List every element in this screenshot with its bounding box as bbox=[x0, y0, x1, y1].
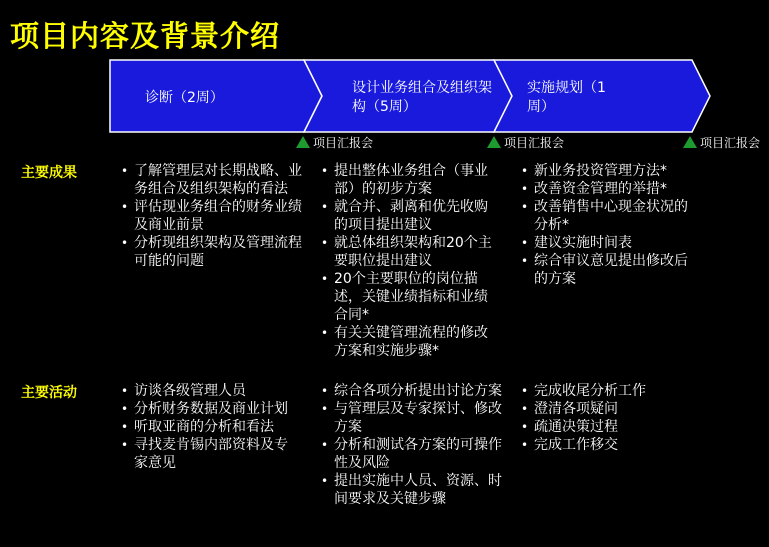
activities-column-3 bbox=[521, 382, 696, 454]
bullet-item: • 就总体组织架构和20个主要职位提出建议 bbox=[321, 234, 499, 270]
milestone-2: 项目汇报会 bbox=[487, 134, 564, 151]
bullet-item: • 提出实施中人员、资源、时间要求及关键步骤 bbox=[321, 472, 503, 508]
bullet-item: • 20个主要职位的岗位描述，关键业绩指标和业绩合同* bbox=[321, 270, 499, 324]
bullet-item: • 与管理层及专家探讨、修改方案 bbox=[321, 400, 503, 436]
bullet-item: • 寻找麦肯锡内部资料及专家意见 bbox=[121, 436, 301, 472]
bullet-item: • 改善销售中心现金状况的分析* bbox=[521, 198, 696, 234]
page-title: 项目内容及背景介绍 bbox=[10, 19, 281, 53]
bullet-item: • 访谈各级管理人员 bbox=[121, 382, 301, 400]
bullet-item: • 完成工作移交 bbox=[521, 436, 696, 454]
results-column-2 bbox=[321, 162, 499, 360]
bullet-item: • 就合并、剥离和优先收购的项目提出建议 bbox=[321, 198, 499, 234]
phase-arrow-bar bbox=[0, 0, 769, 140]
bullet-item: • 听取亚商的分析和看法 bbox=[121, 418, 301, 436]
row-label-results: 主要成果 bbox=[21, 165, 77, 181]
bullet-item: • 分析现组织架构及管理流程可能的问题 bbox=[121, 234, 303, 270]
bullet-item: • 改善资金管理的举措* bbox=[521, 180, 696, 198]
bullet-item: • 分析财务数据及商业计划 bbox=[121, 400, 301, 418]
bullet-item: • 建议实施时间表 bbox=[521, 234, 696, 252]
bullet-item: • 综合审议意见提出修改后的方案 bbox=[521, 252, 696, 288]
phase-label-diagnosis: 诊断（2周） bbox=[145, 90, 224, 106]
bullet-item: • 新业务投资管理方法* bbox=[521, 162, 696, 180]
bullet-item: • 提出整体业务组合（事业部）的初步方案 bbox=[321, 162, 499, 198]
milestone-3: 项目汇报会 bbox=[683, 134, 760, 151]
milestone-triangle-icon bbox=[683, 136, 697, 148]
bullet-item: • 评估现业务组合的财务业绩及商业前景 bbox=[121, 198, 303, 234]
bullet-item: • 分析和测试各方案的可操作性及风险 bbox=[321, 436, 503, 472]
results-column-1 bbox=[121, 162, 303, 270]
milestone-triangle-icon bbox=[296, 136, 310, 148]
bullet-item: • 疏通决策过程 bbox=[521, 418, 696, 436]
phase-label-design: 设计业务组合及组织架构（5周） bbox=[352, 80, 492, 115]
bullet-item: • 完成收尾分析工作 bbox=[521, 382, 696, 400]
results-column-3 bbox=[521, 162, 696, 288]
bullet-item: • 了解管理层对长期战略、业务组合及组织架构的看法 bbox=[121, 162, 303, 198]
bullet-item: • 澄清各项疑问 bbox=[521, 400, 696, 418]
phase-label-implementation: 实施规划（1周） bbox=[527, 80, 606, 115]
bullet-item: • 综合各项分析提出讨论方案 bbox=[321, 382, 503, 400]
milestone-1: 项目汇报会 bbox=[296, 134, 373, 151]
activities-column-2 bbox=[321, 382, 503, 508]
bullet-item: • 有关关键管理流程的修改方案和实施步骤* bbox=[321, 324, 499, 360]
activities-column-1 bbox=[121, 382, 301, 472]
milestone-triangle-icon bbox=[487, 136, 501, 148]
row-label-activities: 主要活动 bbox=[21, 385, 77, 401]
